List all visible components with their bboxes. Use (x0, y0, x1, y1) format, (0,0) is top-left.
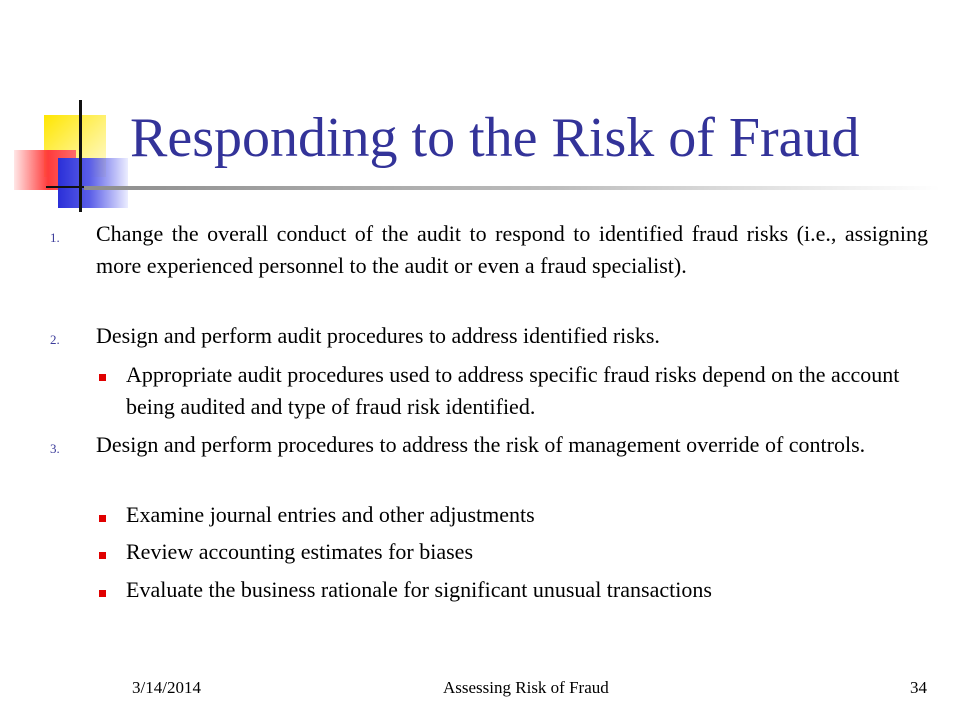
bullet-marker (99, 515, 106, 522)
footer-title: Assessing Risk of Fraud (443, 678, 609, 697)
sub-list-item: Appropriate audit procedures used to address specific fraud risks depend on the account being audited and type of fraud risk identified. (126, 362, 900, 419)
list-number: 3. (50, 441, 60, 456)
footer-date: 3/14/2014 (132, 678, 201, 697)
list-number: 1. (50, 230, 60, 245)
bullet-marker (99, 374, 106, 381)
logo-vertical-line (79, 100, 82, 212)
list-item: Design and perform audit procedures to address identified risks. (96, 323, 660, 348)
list-item: Design and perform procedures to address the risk of management override of controls. (96, 432, 866, 457)
sub-list-item: Evaluate the business rationale for significant unusual transactions (126, 577, 712, 602)
list-number: 2. (50, 332, 60, 347)
page-number: 34 (910, 678, 927, 697)
list-item: Change the overall conduct of the audit to respond to identified fraud risks (i.e., assigning more experienced personnel to the audit or even a fraud specialist). (96, 221, 928, 278)
bullet-marker (99, 552, 106, 559)
title-divider (84, 186, 940, 190)
logo-blue-block (58, 158, 128, 208)
sub-list-item: Review accounting estimates for biases (126, 539, 474, 564)
sub-list-item: Examine journal entries and other adjustments (126, 502, 535, 527)
bullet-marker (99, 590, 106, 597)
slide-title: Responding to the Risk of Fraud (130, 107, 860, 169)
